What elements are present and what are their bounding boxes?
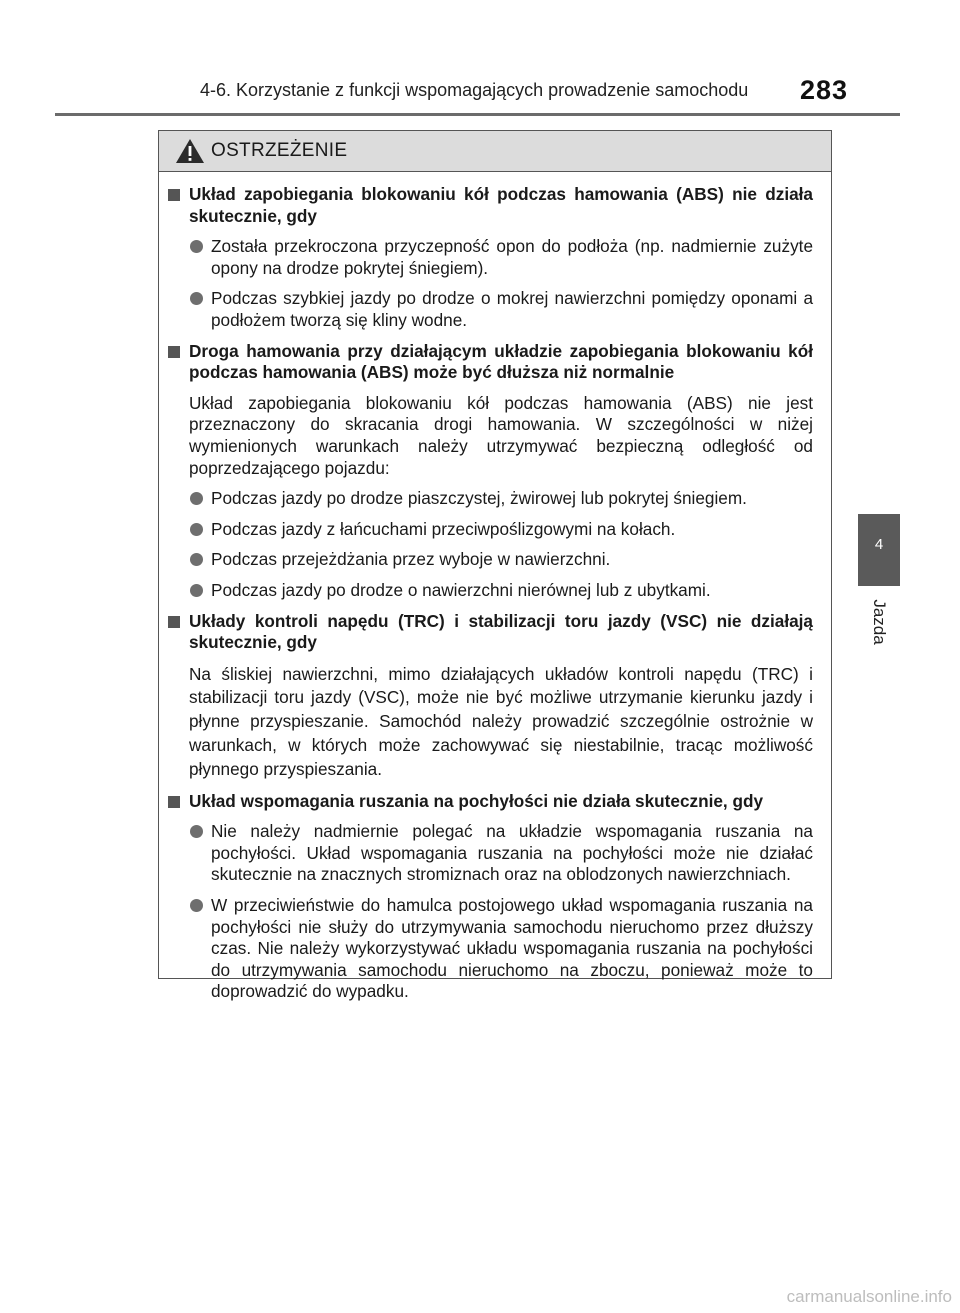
list-item-text: Podczas szybkiej jazdy po drodze o mokrej nawierzchni pomiędzy oponami a podłożem tworzą się kliny wodne. xyxy=(211,288,813,330)
chapter-label-text: Jazda xyxy=(870,599,889,645)
chapter-label xyxy=(858,592,900,652)
section-title: 4-6. Korzystanie z funkcji wspomagających prowadzenie samochodu xyxy=(200,80,749,100)
list-item-text: W przeciwieństwie do hamulca postojowego układ wspomagania ruszania na pochyłości nie służy do utrzymywania samochodu nieruchomo przez dłuższy czas. Nie należy wykorzystywać układu wspomagania ruszania na pochyłości do utrzymywania samochodu nieruchomo na zboczu, ponieważ może to doprowadzić do wypadku. xyxy=(211,895,813,1002)
page-number: 283 xyxy=(800,75,849,105)
section-heading-text: Układ zapobiegania blokowaniu kół podczas hamowania (ABS) nie działa skutecznie, gdy xyxy=(189,184,813,226)
warning-title: OSTRZEŻENIE xyxy=(211,140,348,161)
warning-triangle-icon xyxy=(175,138,205,164)
list-item-text: Podczas przejeżdżania przez wyboje w nawierzchni. xyxy=(211,549,611,570)
chapter-tab[interactable] xyxy=(858,514,900,586)
section-heading xyxy=(166,184,813,227)
round-bullet-icon xyxy=(190,492,203,505)
round-bullet-icon xyxy=(190,584,203,597)
square-bullet-icon xyxy=(168,796,180,808)
round-bullet-icon xyxy=(190,899,203,912)
square-bullet-icon xyxy=(168,616,180,628)
round-bullet-icon xyxy=(190,292,203,305)
round-bullet-icon xyxy=(190,825,203,838)
list-item xyxy=(189,821,813,886)
list-item-text: Podczas jazdy po drodze o nawierzchni nierównej lub z ubytkami. xyxy=(211,579,711,600)
square-bullet-icon xyxy=(168,189,180,201)
section-heading-text: Układy kontroli napędu (TRC) i stabilizacji toru jazdy (VSC) nie działają skutecznie, gdy xyxy=(189,610,813,653)
round-bullet-icon xyxy=(190,523,203,536)
section-paragraph: Układ zapobiegania blokowaniu kół podczas hamowania (ABS) nie jest przeznaczony do skracania drogi hamowania. W szczególności w niżej wymienionych warunkach należy utrzymywać bezpieczną odległość od poprzedzającego pojazdu: xyxy=(189,392,813,478)
square-bullet-icon xyxy=(168,346,180,358)
section-paragraph: Na śliskiej nawierzchni, mimo działających układów kontroli napędu (TRC) i stabilizacji toru jazdy (VSC), może nie być możliwe utrzymanie kierunku jazdy i płynne przyspieszanie. Samochód należy prowadzić szczególnie ostrożnie w warunkach, w których może zachowywać się niestabilnie, tracąc możliwość płynnego przyspieszania. xyxy=(189,663,813,779)
chapter-number: 4 xyxy=(874,536,884,553)
list-item-text: Podczas jazdy z łańcuchami przeciwpoślizgowymi na kołach. xyxy=(211,518,676,539)
warning-body xyxy=(159,172,831,1003)
list-item xyxy=(189,580,813,602)
round-bullet-icon xyxy=(190,240,203,253)
section-heading-text: Układ wspomagania ruszania na pochyłości nie działa skutecznie, gdy xyxy=(189,790,764,811)
list-item xyxy=(189,236,813,279)
header-divider xyxy=(55,113,900,116)
list-item-text: Podczas jazdy po drodze piaszczystej, żwirowej lub pokrytej śniegiem. xyxy=(211,488,747,509)
round-bullet-icon xyxy=(190,553,203,566)
list-item xyxy=(189,488,813,510)
list-item-text: Nie należy nadmiernie polegać na układzie wspomagania ruszania na pochyłości. Układ wspomagania ruszania na pochyłości może nie działać skutecznie na znacznych stromiznach oraz na oblodzonych nawierzchniach. xyxy=(211,821,813,885)
list-item xyxy=(189,288,813,331)
warning-header xyxy=(159,131,831,172)
section-heading-text: Droga hamowania przy działającym układzie zapobiegania blokowaniu kół podczas hamowania (ABS) może być dłuższa niż normalnie xyxy=(189,340,813,383)
list-item-text: Została przekroczona przyczepność opon do podłoża (np. nadmiernie zużyte opony na drodze pokrytej śniegiem). xyxy=(211,236,813,278)
section-heading xyxy=(166,611,813,654)
warning-box xyxy=(158,130,832,1002)
section-heading xyxy=(166,791,813,813)
list-item xyxy=(189,549,813,571)
site-watermark: carmanualsonline.info xyxy=(786,1287,952,1306)
list-item xyxy=(189,895,813,1003)
list-item xyxy=(189,519,813,541)
section-heading xyxy=(166,341,813,384)
